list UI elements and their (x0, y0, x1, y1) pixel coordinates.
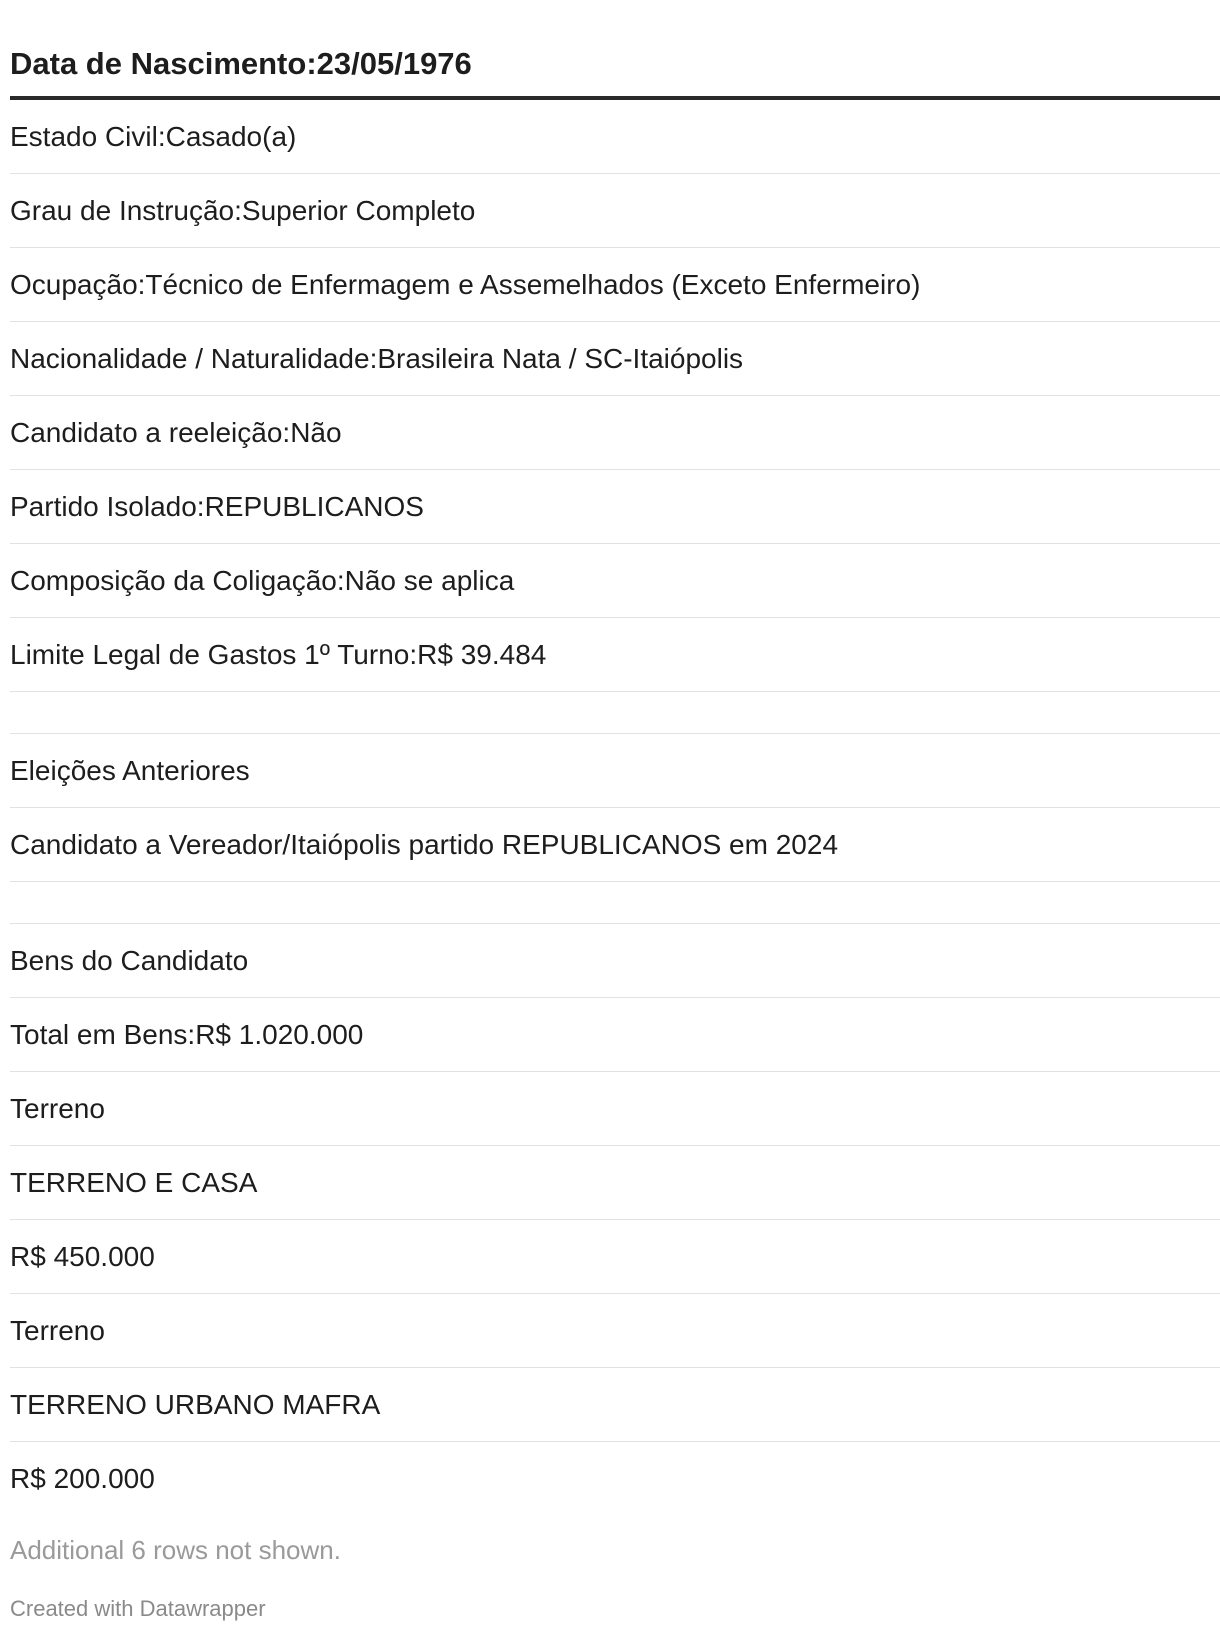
datawrapper-table-container (10, 0, 1220, 1624)
table-notes: Additional 6 rows not shown. (10, 1535, 341, 1565)
table-row (10, 470, 1220, 544)
attribution-credit[interactable]: Created with Datawrapper (10, 1596, 266, 1621)
table-row (10, 1146, 1220, 1220)
table-cell: R$ 450.000 (10, 1240, 155, 1272)
table-row (10, 1220, 1220, 1294)
table-cell: Bens do Candidato (10, 944, 249, 976)
table-cell: Composição da Coligação:Não se aplica (10, 564, 515, 596)
table-cell: Limite Legal de Gastos 1º Turno:R$ 39.484 (10, 638, 547, 670)
column-header: Data de Nascimento:23/05/1976 (10, 46, 472, 81)
table-cell: Terreno (10, 1314, 105, 1346)
table-cell: TERRENO E CASA (10, 1166, 258, 1198)
table-body (10, 100, 1220, 1516)
table-row (10, 924, 1220, 998)
table-row-empty (10, 692, 1220, 734)
table-row (10, 396, 1220, 470)
table-row (10, 1294, 1220, 1368)
table-row (10, 1368, 1220, 1442)
table-cell: Candidato a reeleição:Não (10, 416, 342, 448)
table-cell: Terreno (10, 1092, 105, 1124)
table-cell: Estado Civil:Casado(a) (10, 120, 297, 152)
table-row (10, 544, 1220, 618)
table-cell: TERRENO URBANO MAFRA (10, 1388, 381, 1420)
table-cell: R$ 200.000 (10, 1463, 155, 1494)
table-row (10, 734, 1220, 808)
table-cell: Grau de Instrução:Superior Completo (10, 194, 476, 226)
table-row (10, 1072, 1220, 1146)
table-row (10, 1442, 1220, 1516)
table-header (10, 0, 1220, 100)
table-cell: Candidato a Vereador/Itaiópolis partido REPUBLICANOS em 2024 (10, 828, 839, 860)
table-row (10, 100, 1220, 174)
table-row (10, 174, 1220, 248)
table-cell: Partido Isolado:REPUBLICANOS (10, 490, 424, 522)
table-row (10, 322, 1220, 396)
table-row-empty (10, 882, 1220, 924)
table-row (10, 618, 1220, 692)
table-cell: Ocupação:Técnico de Enfermagem e Assemelhados (Exceto Enfermeiro) (10, 268, 921, 300)
table-cell: Eleições Anteriores (10, 754, 250, 786)
table-row (10, 808, 1220, 882)
table-cell: Total em Bens:R$ 1.020.000 (10, 1018, 364, 1050)
table-row (10, 998, 1220, 1072)
table-cell: Nacionalidade / Naturalidade:Brasileira Nata / SC-Itaiópolis (10, 342, 744, 374)
table-row (10, 248, 1220, 322)
